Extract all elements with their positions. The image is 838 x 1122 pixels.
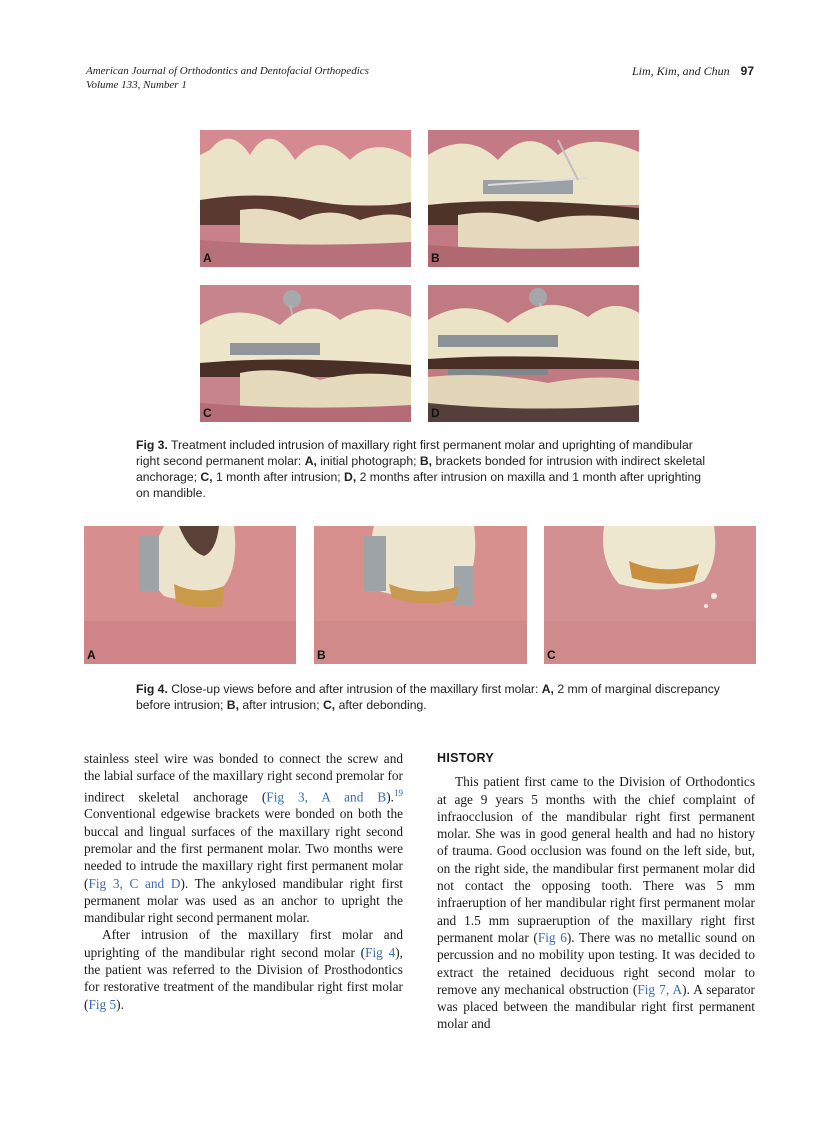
- right-paragraph-1: [437, 773, 755, 1032]
- section-heading-history: HISTORY: [437, 751, 494, 765]
- page-number: 97: [740, 64, 754, 78]
- journal-volume: Volume 133, Number 1: [86, 79, 187, 91]
- fig4-item-b-text: after intrusion;: [242, 698, 320, 712]
- figure-reference-link[interactable]: Fig 3, A and B: [266, 789, 387, 805]
- fig3-photo-b: [428, 130, 639, 267]
- running-authors: Lim, Kim, and Chun: [631, 64, 730, 78]
- fig3-caption: [136, 437, 706, 501]
- fig3-photo-a: [200, 130, 411, 267]
- fig3-panel-label-c: C: [203, 406, 212, 420]
- left-column: [84, 750, 403, 1013]
- text-run: ). A separator was placed between the mandibular right first permanent molar and: [437, 981, 755, 1032]
- fig3-caption-text: Treatment included intrusion of maxillary right first permanent molar and uprighting of mandibular right second permanent molar:: [136, 438, 693, 468]
- fig4-caption: [136, 681, 726, 713]
- fig3-item-b-label: B,: [419, 454, 433, 468]
- fig4-photo-c: [544, 526, 756, 664]
- fig3-item-d-label: D,: [344, 470, 357, 484]
- fig3-item-c-text: 1 month after intrusion;: [215, 470, 341, 484]
- fig3-caption-label: Fig 3.: [136, 438, 168, 452]
- running-header-journal: [86, 64, 369, 92]
- text-run: This patient first came to the Division of Orthodontics at age 9 years 5 months with the chief complaint of infraocclusion of the mandibular right first permanent molar. She was in good general health and had no history of trauma. Good occlusion was found on the left side, but, on the right side, the mandibular first permanent molar did not contact the opposing tooth. There was 5 mm infraeruption of her mandibular right first permanent molar and 1.5 mm supraeruption of the maxillary right first permanent molar (: [437, 774, 755, 945]
- text-run: After intrusion of the maxillary first molar and uprighting of the mandibular right second molar (: [84, 927, 403, 960]
- fig3-item-a-label: A,: [304, 454, 317, 468]
- fig3-panel-label-a: A: [203, 251, 212, 265]
- fig3-item-c-label: C,: [200, 470, 213, 484]
- fig3-panel-label-b: B: [431, 251, 440, 265]
- fig4-item-b-label: B,: [226, 698, 239, 712]
- fig3-panel-label-d: D: [431, 406, 440, 420]
- fig4-caption-text: Close-up views before and after intrusion of the maxillary first molar:: [171, 682, 539, 696]
- figure-reference-link[interactable]: Fig 7, A: [637, 981, 683, 997]
- fig3-photo-d: [428, 285, 639, 422]
- fig4-photo-b: [314, 526, 527, 664]
- fig4-item-c-label: C,: [323, 698, 336, 712]
- fig3-photo-c: [200, 285, 411, 422]
- right-column: [437, 750, 755, 1033]
- fig4-item-a-text: 2 mm of marginal discrepancy before intrusion;: [136, 682, 720, 712]
- fig3-item-a-text: initial photograph;: [320, 454, 417, 468]
- figure-reference-link[interactable]: Fig 6: [537, 929, 567, 945]
- text-run: stainless steel wire was bonded to connect the screw and the labial surface of the maxillary right second premolar for indirect skeletal anchorage (: [84, 751, 403, 805]
- text-run: ). The ankylosed mandibular right first permanent molar was used as an anchor to upright the mandibular right second permanent molar.: [84, 875, 403, 926]
- fig4-panel-label-a: A: [87, 648, 96, 662]
- fig4-caption-label: Fig 4.: [136, 682, 168, 696]
- fig4-item-a-label: A,: [541, 682, 554, 696]
- text-run: ).: [386, 789, 394, 805]
- fig3-item-b-text: brackets bonded for intrusion with indirect skeletal anchorage;: [136, 454, 706, 484]
- citation-link[interactable]: 19: [394, 787, 403, 798]
- fig4-item-c-text: after debonding.: [338, 698, 427, 712]
- text-run: ).: [116, 996, 124, 1012]
- fig4-panel-label-b: B: [317, 648, 326, 662]
- fig4-photo-a: [84, 526, 296, 664]
- fig3-item-d-text: 2 months after intrusion on maxilla and 1 month after uprighting on mandible.: [136, 470, 702, 500]
- journal-title: American Journal of Orthodontics and Dentofacial Orthopedics: [86, 65, 369, 77]
- figure-reference-link[interactable]: Fig 5: [88, 996, 117, 1012]
- figure-reference-link[interactable]: Fig 3, C and D: [88, 875, 181, 891]
- left-paragraph-2: [84, 926, 403, 1012]
- figure-reference-link[interactable]: Fig 4: [365, 944, 396, 960]
- text-run: ), the patient was referred to the Division of Prosthodontics for restorative treatment of the mandibular right first molar (: [84, 944, 403, 1012]
- left-paragraph-1: [84, 750, 403, 926]
- fig4-panel-label-c: C: [547, 648, 556, 662]
- running-header-right: [632, 64, 754, 79]
- text-run: Conventional edgewise brackets were bonded on both the buccal and lingual surfaces of the maxillary right second premolar and the first permanent molar. Two months were needed to intrude the maxillary right first permanent molar (: [84, 806, 403, 891]
- text-run: ). There was no metallic sound on percussion and no mobility upon testing. It was decided to extract the retained deciduous right second molar to remove any mechanical obstruction (: [437, 929, 755, 997]
